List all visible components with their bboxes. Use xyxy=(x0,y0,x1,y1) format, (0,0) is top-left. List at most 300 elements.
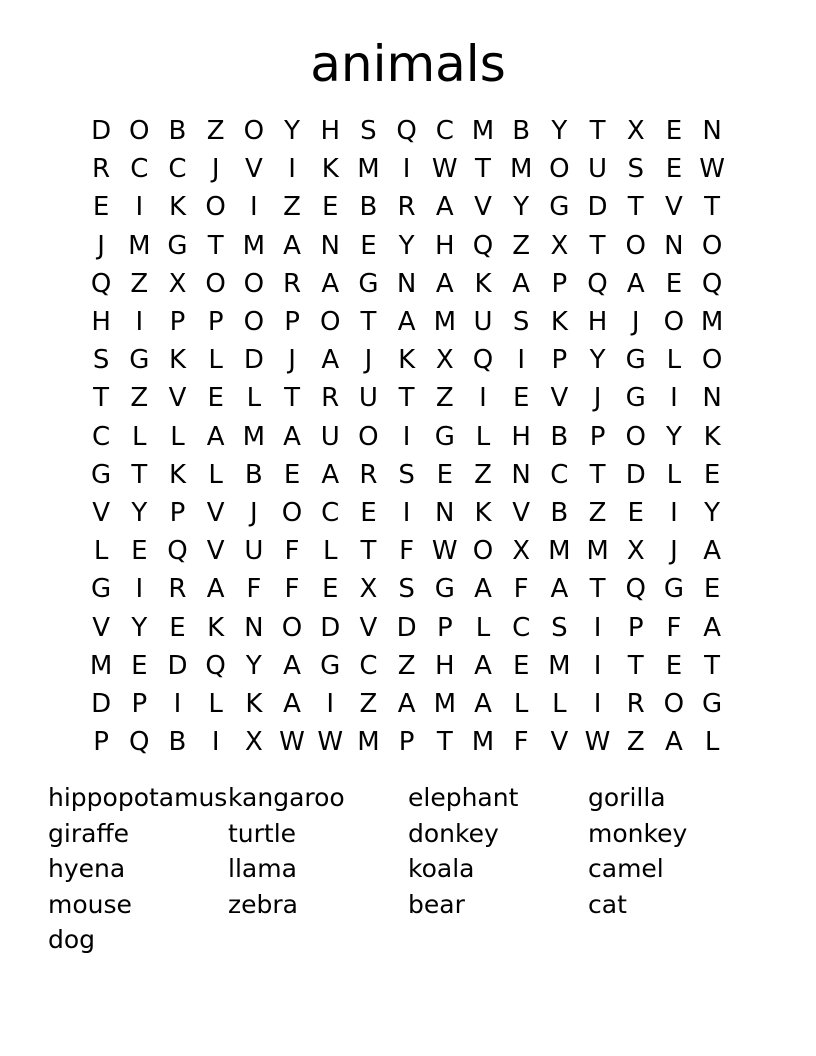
grid-letter[interactable]: X xyxy=(435,345,454,376)
grid-letter[interactable]: I xyxy=(670,383,678,414)
grid-letter[interactable]: N xyxy=(435,497,455,528)
grid-letter[interactable]: T xyxy=(589,574,606,605)
grid-letter[interactable]: S xyxy=(551,612,568,643)
grid-letter[interactable]: L xyxy=(208,688,223,719)
grid-letter[interactable]: P xyxy=(284,307,300,338)
grid-letter[interactable]: S xyxy=(398,574,415,605)
grid-letter[interactable]: Q xyxy=(396,116,417,147)
grid-letter[interactable]: E xyxy=(360,497,377,528)
grid-letter[interactable]: I xyxy=(326,688,335,719)
grid-letter[interactable]: T xyxy=(398,383,415,414)
grid-letter[interactable]: S xyxy=(627,154,644,185)
grid-letter[interactable]: Z xyxy=(130,268,149,299)
grid-letter[interactable]: K xyxy=(321,154,339,185)
grid-letter[interactable]: A xyxy=(321,268,340,299)
grid-letter[interactable]: A xyxy=(206,574,225,605)
grid-letter[interactable]: E xyxy=(283,459,301,490)
grid-letter[interactable]: N xyxy=(320,230,340,261)
grid-letter[interactable]: L xyxy=(322,536,338,567)
grid-letter[interactable]: I xyxy=(593,650,602,681)
grid-letter[interactable]: M xyxy=(357,727,380,758)
grid-letter[interactable]: I xyxy=(402,154,411,185)
grid-letter[interactable]: D xyxy=(320,612,341,643)
grid-letter[interactable]: K xyxy=(550,307,568,338)
grid-letter[interactable]: U xyxy=(244,536,264,567)
grid-letter[interactable]: F xyxy=(513,574,529,605)
grid-letter[interactable]: A xyxy=(283,421,301,452)
grid-letter[interactable]: D xyxy=(243,345,264,376)
grid-letter[interactable]: O xyxy=(701,345,723,376)
grid-letter[interactable]: T xyxy=(93,383,110,414)
grid-letter[interactable]: T xyxy=(360,536,377,567)
grid-letter[interactable]: A xyxy=(283,688,301,719)
grid-letter[interactable]: V xyxy=(512,497,531,528)
grid-letter[interactable]: B xyxy=(168,727,187,758)
grid-letter[interactable]: V xyxy=(92,612,110,643)
grid-letter[interactable]: L xyxy=(475,612,491,643)
grid-letter[interactable]: L xyxy=(208,459,223,490)
grid-letter[interactable]: Q xyxy=(90,268,112,299)
grid-letter[interactable]: P xyxy=(551,268,568,299)
grid-letter[interactable]: V xyxy=(359,612,378,643)
grid-letter[interactable]: Y xyxy=(551,116,568,147)
grid-letter[interactable]: I xyxy=(479,383,487,414)
grid-letter[interactable]: O xyxy=(701,230,723,261)
grid-letter[interactable]: C xyxy=(130,154,149,185)
grid-letter[interactable]: B xyxy=(168,116,187,147)
grid-letter[interactable]: A xyxy=(703,536,721,567)
grid-letter[interactable]: V xyxy=(206,497,225,528)
grid-letter[interactable]: C xyxy=(92,421,111,452)
grid-letter[interactable]: R xyxy=(359,459,378,490)
grid-letter[interactable]: Q xyxy=(472,345,494,376)
grid-letter[interactable]: A xyxy=(321,459,340,490)
grid-letter[interactable]: L xyxy=(93,536,109,567)
grid-letter[interactable]: Y xyxy=(284,116,300,147)
grid-letter[interactable]: E xyxy=(665,268,683,299)
grid-letter[interactable]: Y xyxy=(398,230,415,261)
grid-letter[interactable]: L xyxy=(132,421,147,452)
grid-letter[interactable]: E xyxy=(665,650,683,681)
grid-letter[interactable]: M xyxy=(548,650,571,681)
grid-letter[interactable]: I xyxy=(135,574,144,605)
grid-letter[interactable]: S xyxy=(512,307,530,338)
grid-letter[interactable]: P xyxy=(627,612,644,643)
grid-letter[interactable]: E xyxy=(169,612,186,643)
grid-letter[interactable]: B xyxy=(512,116,531,147)
grid-letter[interactable]: I xyxy=(250,192,258,223)
grid-row xyxy=(82,647,732,685)
grid-letter[interactable]: Z xyxy=(512,230,531,261)
grid-letter[interactable]: A xyxy=(665,727,683,758)
grid-letter[interactable]: S xyxy=(398,459,415,490)
grid-letter[interactable]: O xyxy=(549,154,570,185)
grid-letter[interactable]: U xyxy=(473,307,493,338)
grid-letter[interactable]: N xyxy=(702,116,722,147)
grid-letter[interactable]: Z xyxy=(130,383,149,414)
grid-letter[interactable]: G xyxy=(434,574,455,605)
grid-letter[interactable]: K xyxy=(168,345,186,376)
grid-letter[interactable]: W xyxy=(584,727,611,758)
grid-letter[interactable]: K xyxy=(168,459,186,490)
grid-letter[interactable]: Y xyxy=(131,612,148,643)
grid-letter[interactable]: E xyxy=(92,192,110,223)
grid-letter[interactable]: H xyxy=(435,650,455,681)
grid-letter[interactable]: A xyxy=(397,307,416,338)
grid-letter[interactable]: O xyxy=(281,612,303,643)
grid-letter[interactable]: M xyxy=(509,154,533,185)
grid-letter[interactable]: H xyxy=(435,230,455,261)
grid-letter[interactable]: Y xyxy=(513,192,530,223)
grid-letter[interactable]: P xyxy=(551,345,568,376)
grid-letter[interactable]: O xyxy=(358,421,379,452)
grid-letter[interactable]: V xyxy=(92,497,110,528)
grid-letter[interactable]: E xyxy=(665,116,683,147)
grid-letter[interactable]: C xyxy=(168,154,187,185)
grid-letter[interactable]: O xyxy=(319,307,341,338)
grid-letter[interactable]: Q xyxy=(167,536,188,567)
grid-letter[interactable]: C xyxy=(550,459,569,490)
grid-letter[interactable]: K xyxy=(207,612,225,643)
grid-letter[interactable]: A xyxy=(474,574,492,605)
grid-letter[interactable]: I xyxy=(593,688,602,719)
grid-letter[interactable]: Z xyxy=(474,459,492,490)
word-list xyxy=(48,780,768,958)
grid-letter[interactable]: F xyxy=(399,536,415,567)
grid-letter[interactable]: D xyxy=(587,192,608,223)
grid-letter[interactable]: V xyxy=(168,383,187,414)
grid-letter[interactable]: X xyxy=(359,574,378,605)
grid-letter[interactable]: N xyxy=(511,459,531,490)
grid-letter[interactable]: N xyxy=(396,268,417,299)
grid-letter[interactable]: K xyxy=(474,497,492,528)
grid-letter[interactable]: L xyxy=(170,421,185,452)
grid-letter[interactable]: L xyxy=(208,345,223,376)
grid-letter[interactable]: Y xyxy=(245,650,262,681)
grid-letter[interactable]: M xyxy=(700,307,724,338)
grid-letter[interactable]: V xyxy=(665,192,683,223)
grid-letter[interactable]: A xyxy=(435,192,454,223)
grid-letter[interactable]: Q xyxy=(587,268,608,299)
grid-letter[interactable]: E xyxy=(322,574,339,605)
grid-letter[interactable]: A xyxy=(626,268,645,299)
grid-letter[interactable]: I xyxy=(135,192,144,223)
grid-letter[interactable]: Y xyxy=(589,345,606,376)
grid-letter[interactable]: B xyxy=(359,192,378,223)
word-list-item: monkey xyxy=(588,818,688,848)
grid-letter[interactable]: L xyxy=(666,459,682,490)
grid-letter[interactable]: K xyxy=(168,192,186,223)
grid-letter[interactable]: X xyxy=(626,536,645,567)
grid-letter[interactable]: R xyxy=(397,192,416,223)
grid-letter[interactable]: A xyxy=(435,268,454,299)
grid-letter[interactable]: X xyxy=(168,268,187,299)
grid-letter[interactable]: G xyxy=(625,345,646,376)
grid-letter[interactable]: H xyxy=(511,421,531,452)
grid-letter[interactable]: Z xyxy=(206,116,225,147)
grid-letter[interactable]: Q xyxy=(625,574,646,605)
grid-letter[interactable]: M xyxy=(433,688,456,719)
grid-letter[interactable]: N xyxy=(702,383,722,414)
grid-letter[interactable]: F xyxy=(513,727,529,758)
grid-letter[interactable]: E xyxy=(207,383,224,414)
grid-letter[interactable]: E xyxy=(360,230,377,261)
grid-letter[interactable]: R xyxy=(282,268,302,299)
grid-letter[interactable]: V xyxy=(206,536,225,567)
grid-letter[interactable]: F xyxy=(284,574,300,605)
grid-letter[interactable]: K xyxy=(398,345,416,376)
grid-letter[interactable]: I xyxy=(517,345,525,376)
grid-letter[interactable]: U xyxy=(358,383,378,414)
grid-letter[interactable]: G xyxy=(167,230,188,261)
grid-letter[interactable]: L xyxy=(475,421,491,452)
grid-letter[interactable]: K xyxy=(703,421,721,452)
grid-letter[interactable]: Z xyxy=(283,192,301,223)
grid-letter[interactable]: I xyxy=(402,497,411,528)
grid-letter[interactable]: E xyxy=(665,154,683,185)
grid-letter[interactable]: B xyxy=(244,459,263,490)
grid-letter[interactable]: O xyxy=(129,116,150,147)
grid-letter[interactable]: T xyxy=(589,459,606,490)
grid-letter[interactable]: E xyxy=(703,574,721,605)
word-list-item: elephant xyxy=(408,783,519,812)
grid-letter[interactable]: U xyxy=(588,154,608,185)
grid-letter[interactable]: A xyxy=(283,230,301,261)
grid-letter[interactable]: M xyxy=(128,230,151,261)
grid-letter[interactable]: Z xyxy=(359,688,378,719)
grid-letter[interactable]: L xyxy=(552,688,567,719)
grid-letter[interactable]: I xyxy=(670,497,678,528)
grid-letter[interactable]: E xyxy=(627,497,644,528)
grid-letter[interactable]: E xyxy=(131,536,148,567)
grid-letter[interactable]: W xyxy=(317,727,344,758)
grid-letter[interactable]: F xyxy=(666,612,682,643)
grid-row xyxy=(82,379,732,417)
grid-letter[interactable]: J xyxy=(593,383,602,414)
grid-letter[interactable]: V xyxy=(244,154,263,185)
grid-letter[interactable]: G xyxy=(625,383,646,414)
grid-letter[interactable]: Y xyxy=(665,421,682,452)
grid-letter[interactable]: I xyxy=(593,612,602,643)
grid-letter[interactable]: P xyxy=(131,688,148,719)
grid-letter[interactable]: D xyxy=(91,116,112,147)
grid-letter[interactable]: M xyxy=(548,536,571,567)
grid-letter[interactable]: G xyxy=(129,345,150,376)
grid-letter[interactable]: A xyxy=(474,688,492,719)
grid-letter[interactable]: S xyxy=(360,116,377,147)
grid-letter[interactable]: T xyxy=(284,383,300,414)
grid-letter[interactable]: S xyxy=(92,345,110,376)
grid-letter[interactable]: I xyxy=(173,688,182,719)
grid-letter[interactable]: J xyxy=(670,536,678,567)
grid-letter[interactable]: L xyxy=(246,383,262,414)
grid-letter[interactable]: E xyxy=(322,192,339,223)
grid-letter[interactable]: J xyxy=(288,345,296,376)
grid-letter[interactable]: Q xyxy=(472,230,494,261)
grid-letter[interactable]: E xyxy=(703,459,721,490)
grid-letter[interactable]: W xyxy=(431,154,458,185)
grid-letter[interactable]: O xyxy=(472,536,494,567)
grid-letter[interactable]: R xyxy=(168,574,187,605)
grid-letter[interactable]: V xyxy=(474,192,492,223)
grid-letter[interactable]: X xyxy=(550,230,569,261)
grid-letter[interactable]: D xyxy=(91,688,112,719)
grid-letter[interactable]: P xyxy=(169,307,186,338)
grid-letter[interactable]: M xyxy=(433,307,456,338)
grid-letter[interactable]: D xyxy=(396,612,417,643)
grid-letter[interactable]: C xyxy=(435,116,454,147)
grid-letter[interactable]: C xyxy=(512,612,531,643)
grid-letter[interactable]: I xyxy=(211,727,220,758)
grid-letter[interactable]: W xyxy=(279,727,305,758)
grid-letter[interactable]: O xyxy=(243,268,265,299)
grid-letter[interactable]: Q xyxy=(701,268,723,299)
grid-letter[interactable]: M xyxy=(471,116,495,147)
grid-letter[interactable]: M xyxy=(89,650,113,681)
grid-letter[interactable]: G xyxy=(663,574,684,605)
grid-letter[interactable]: A xyxy=(321,345,340,376)
grid-letter[interactable]: W xyxy=(699,154,725,185)
grid-letter[interactable]: M xyxy=(242,421,266,452)
grid-letter[interactable]: O xyxy=(625,421,646,452)
grid-letter[interactable]: G xyxy=(358,268,379,299)
grid-letter[interactable]: X xyxy=(626,116,645,147)
grid-letter[interactable]: D xyxy=(167,650,188,681)
grid-letter[interactable]: G xyxy=(434,421,455,452)
grid-letter[interactable]: T xyxy=(475,154,491,185)
grid-letter[interactable]: P xyxy=(169,497,186,528)
grid-letter[interactable]: J xyxy=(97,230,105,261)
grid-letter[interactable]: O xyxy=(663,307,685,338)
grid-letter[interactable]: J xyxy=(250,497,258,528)
grid-letter[interactable]: H xyxy=(587,307,608,338)
grid-letter[interactable]: R xyxy=(92,154,111,185)
word-list-item: zebra xyxy=(228,889,298,919)
grid-letter[interactable]: T xyxy=(627,650,644,681)
grid-letter[interactable]: O xyxy=(281,497,303,528)
grid-letter[interactable]: L xyxy=(666,345,682,376)
grid-letter[interactable]: J xyxy=(364,345,373,376)
grid-letter[interactable]: A xyxy=(206,421,225,452)
grid-letter[interactable]: J xyxy=(211,154,220,185)
grid-letter[interactable]: J xyxy=(631,307,640,338)
grid-letter[interactable]: P xyxy=(436,612,453,643)
grid-letter[interactable]: Z xyxy=(435,383,454,414)
grid-letter[interactable]: G xyxy=(702,688,723,719)
grid-letter[interactable]: P xyxy=(93,727,109,758)
grid-letter[interactable]: M xyxy=(242,230,266,261)
grid-letter[interactable]: V xyxy=(550,727,569,758)
grid-letter[interactable]: Q xyxy=(205,650,226,681)
grid-letter[interactable]: K xyxy=(474,268,492,299)
grid-letter[interactable]: Y xyxy=(131,497,148,528)
word-list-item: turtle xyxy=(228,818,297,848)
grid-letter[interactable]: G xyxy=(549,192,570,223)
grid-letter[interactable]: P xyxy=(207,307,224,338)
grid-letter[interactable]: H xyxy=(91,307,111,338)
grid-letter[interactable]: O xyxy=(243,307,265,338)
grid-letter[interactable]: C xyxy=(359,650,378,681)
grid-letter[interactable]: I xyxy=(402,421,411,452)
grid-letter[interactable]: O xyxy=(663,688,685,719)
grid-letter[interactable]: Z xyxy=(626,727,645,758)
grid-letter[interactable]: O xyxy=(205,268,226,299)
grid-letter[interactable]: A xyxy=(512,268,531,299)
grid-letter[interactable]: T xyxy=(704,650,721,681)
grid-letter[interactable]: T xyxy=(589,230,606,261)
grid-letter[interactable]: T xyxy=(131,459,148,490)
grid-letter[interactable]: K xyxy=(245,688,263,719)
grid-letter[interactable]: E xyxy=(512,650,530,681)
grid-letter[interactable]: O xyxy=(205,192,226,223)
grid-letter[interactable]: M xyxy=(586,536,609,567)
grid-letter[interactable]: E xyxy=(436,459,453,490)
grid-letter[interactable]: U xyxy=(320,421,340,452)
grid-letter[interactable]: G xyxy=(91,574,112,605)
grid-letter[interactable]: P xyxy=(398,727,415,758)
grid-letter[interactable]: V xyxy=(550,383,569,414)
grid-letter[interactable]: P xyxy=(589,421,606,452)
grid-letter[interactable]: T xyxy=(360,307,377,338)
grid-letter[interactable]: A xyxy=(397,688,416,719)
grid-letter[interactable]: T xyxy=(589,116,606,147)
grid-letter[interactable]: M xyxy=(471,727,495,758)
grid-letter[interactable]: I xyxy=(135,307,144,338)
grid-letter[interactable]: R xyxy=(626,688,645,719)
grid-letter[interactable]: C xyxy=(321,497,340,528)
grid-letter[interactable]: F xyxy=(246,574,262,605)
grid-letter[interactable]: M xyxy=(357,154,380,185)
grid-letter[interactable]: B xyxy=(550,497,569,528)
grid-letter[interactable]: T xyxy=(704,192,721,223)
grid-letter[interactable]: T xyxy=(627,192,644,223)
grid-letter[interactable]: O xyxy=(243,116,265,147)
grid-letter[interactable]: R xyxy=(321,383,340,414)
grid-letter[interactable]: N xyxy=(244,612,264,643)
grid-letter[interactable]: Z xyxy=(588,497,607,528)
grid-letter[interactable]: E xyxy=(131,650,148,681)
word-list-item: dog xyxy=(48,925,96,954)
grid-letter[interactable]: B xyxy=(550,421,569,452)
grid-letter[interactable]: D xyxy=(625,459,646,490)
grid-letter[interactable]: T xyxy=(436,727,453,758)
grid-letter[interactable]: Y xyxy=(704,497,721,528)
grid-letter[interactable]: F xyxy=(284,536,300,567)
grid-letter[interactable]: T xyxy=(207,230,224,261)
grid-letter[interactable]: G xyxy=(91,459,112,490)
grid-letter[interactable]: O xyxy=(625,230,646,261)
grid-letter[interactable]: Q xyxy=(129,727,150,758)
grid-letter[interactable]: N xyxy=(664,230,684,261)
grid-letter[interactable]: X xyxy=(512,536,531,567)
grid-letter[interactable]: L xyxy=(513,688,529,719)
grid-letter[interactable]: G xyxy=(320,650,341,681)
grid-letter[interactable]: Z xyxy=(397,650,416,681)
grid-letter[interactable]: A xyxy=(550,574,569,605)
grid-letter[interactable]: A xyxy=(703,612,721,643)
grid-letter[interactable]: A xyxy=(474,650,492,681)
word-list-item: kangaroo xyxy=(228,783,345,812)
word-list-item: donkey xyxy=(408,818,499,848)
grid-letter[interactable]: I xyxy=(288,154,296,185)
grid-letter[interactable]: L xyxy=(704,727,720,758)
grid-letter[interactable]: H xyxy=(320,116,340,147)
grid-letter[interactable]: W xyxy=(431,536,458,567)
word-list-item: hyena xyxy=(48,854,126,883)
grid-letter[interactable]: X xyxy=(244,727,263,758)
grid-letter[interactable]: E xyxy=(512,383,530,414)
grid-letter[interactable]: A xyxy=(283,650,301,681)
